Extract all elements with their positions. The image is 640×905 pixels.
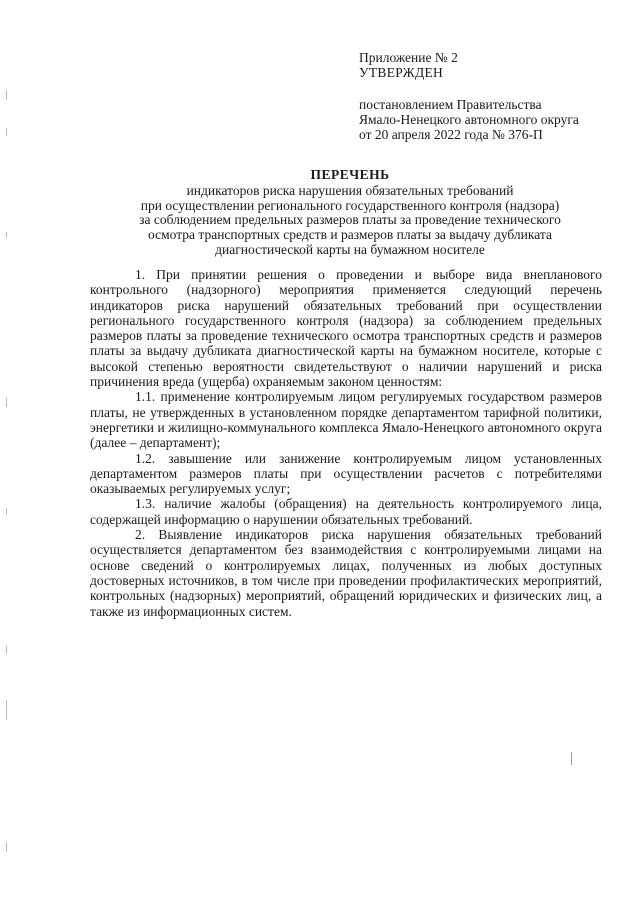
approval-line: от 20 апреля 2022 года № 376-П xyxy=(359,127,543,142)
document-body xyxy=(90,267,602,619)
scan-mark xyxy=(6,128,7,136)
heading-line: при осуществлении регионального государственного контроля (надзора) xyxy=(140,197,560,213)
scan-mark xyxy=(6,90,7,100)
approval-block xyxy=(359,50,619,142)
paragraph-1-3: 1.3. наличие жалобы (обращения) на деятельность контролируемого лица, содержащей информацию о нарушении обязательных требований. xyxy=(90,496,602,527)
approval-line: Ямало-Ненецкого автономного округа xyxy=(359,112,579,127)
heading-line: осмотра транспортных средств и размеров платы за выдачу дубликата xyxy=(148,227,552,243)
heading-line: за соблюдением предельных размеров платы за проведение технического xyxy=(139,212,561,228)
document-title: ПЕРЕЧЕНЬ xyxy=(310,167,390,182)
heading-line: индикаторов риска нарушения обязательных требований xyxy=(186,182,514,198)
heading-line: диагностической карты на бумажном носителе xyxy=(215,241,485,257)
paragraph-1-2: 1.2. завышение или занижение контролируемым лицом установленных департаментом размеров платы при осуществлении расчетов с потребителями оказываемых регулируемых услуг; xyxy=(90,450,602,497)
scan-mark xyxy=(6,398,7,407)
approval-line: постановлением Правительства xyxy=(359,97,542,112)
appendix-number: Приложение № 2 xyxy=(359,50,458,65)
scan-mark xyxy=(6,232,7,238)
scan-mark xyxy=(6,700,7,720)
scan-mark xyxy=(6,508,7,515)
paragraph-2: 2. Выявление индикаторов риска нарушения обязательных требований осуществляется департаментом без взаимодействия с контролируемыми лицами на основе сведений о контролируемых лицах, полученных из любых доступных достоверных источников, в том числе при проведении профилактических мероприятий, контрольных (надзорных) мероприятий, обращений юридических и физических лиц, а также из информационных систем. xyxy=(90,527,602,619)
scan-mark xyxy=(6,842,7,852)
scan-artifact-stroke xyxy=(571,752,572,765)
document-heading xyxy=(90,168,610,258)
scan-margin-marks xyxy=(6,0,10,905)
paragraph-1: 1. При принятии решения о проведении и выборе вида внепланового контрольного (надзорного) мероприятия применяется следующий перечень индикаторов риска нарушений обязательных требований при осуществлении регионального государственного контроля (надзора) за соблюдением предельных размеров платы за проведение технического осмотра транспортных средств и размеров платы за выдачу дубликата диагностической карты на бумажном носителе, которые с высокой степенью вероятности свидетельствуют о наличии нарушений и риска причинения вреда (ущерба) охраняемым законом ценностям: xyxy=(90,267,602,390)
paragraph-1-1: 1.1. применение контролируемым лицом регулируемых государством размеров платы, не утвержденных в установленном порядке департаментом тарифной политики, энергетики и жилищно-коммунального комплекса Ямало-Ненецкого автономного округа (далее – департамент); xyxy=(90,389,602,451)
approved-stamp-text: УТВЕРЖДЕН xyxy=(359,65,444,80)
scan-mark xyxy=(6,646,7,654)
